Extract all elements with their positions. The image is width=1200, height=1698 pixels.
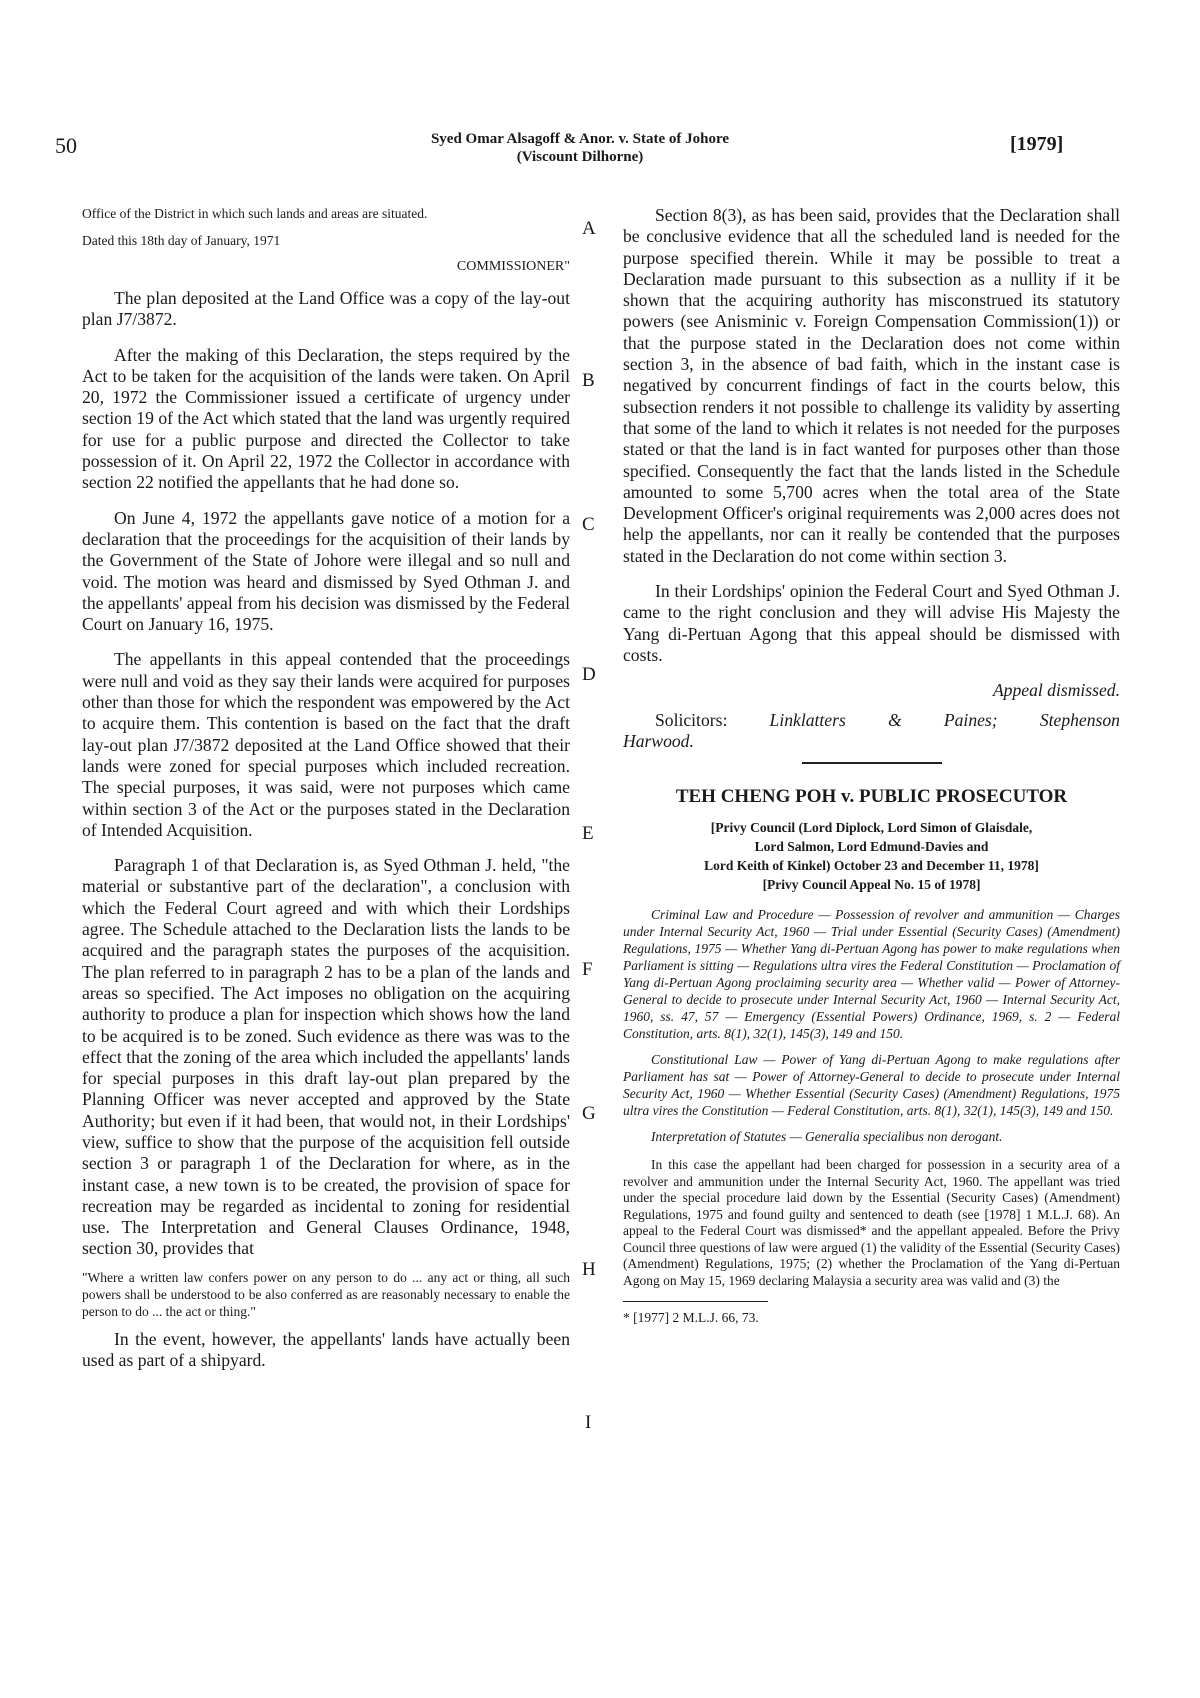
section-divider [802,762,942,764]
margin-letter-g: G [582,1103,596,1124]
solicitor-firm-4: Harwood. [623,730,694,751]
paragraph-shipyard: In the event, however, the appellants' lands have actually been used as part of a shipyard. [82,1328,570,1371]
solicitor-firm-1: Linklatters [769,709,846,730]
paragraph-declaration: Paragraph 1 of that Declaration is, as Syed Othman J. held, "the material or substantive part of the declaration", a conclusion with which the Federal Court agreed and with which their Lordships agree. The Schedule attached to the Declaration lists the lands to be acquired and the paragraph states the purposes of the acquisition. The plan referred to in paragraph 2 has to be a plan of the lands and areas so specified. The Act imposes no obligation on the acquiring authority to produce a plan for inspection which shows how the land to be acquired is to be zoned. Such evidence as there was was to the effect that the zoning of the area which included the appellants' lands for special purposes in this draft lay-out plan prepared by the Planning Officer was never accepted and approved by the State Authority; but even if it had been, that would not, in their Lordships' view, suffice to show that the purpose of the acquisition fell outside section 3 or paragraph 1 of the Declaration for where, as in the instant case, a new town is to be created, the provision of space for recreation may be regarded as incidental to zoning for residential use. The Interpretation and General Clauses Ordinance, 1948, section 30, provides that [82,855,570,1259]
margin-letter-a: A [582,218,596,239]
page-number: 50 [55,133,77,158]
paragraph-motion: On June 4, 1972 the appellants gave notice of a motion for a declaration that the proceedings for the acquisition of their lands by the Government of the State of Johore were illegal and so null and void. The motion was heard and dismissed by Syed Othman J. and the appellants' appeal from his decision was dismissed by the Federal Court on January 16, 1975. [82,507,570,635]
solicitor-ampersand: & [888,709,902,730]
bench-info [623,818,1120,894]
paragraph-contention: The appellants in this appeal contended that the proceedings were null and void as they say their lands were acquired for purposes other than those for which the respondent was empowered by the Act to acquire them. This contention is based on the fact that the draft lay-out plan J7/3872 deposited at the Land Office showed that their lands were zoned for special purposes which included recreation. The special purposes, it was said, were not purposes which came within section 3 of the Act or the purposes stated in the Declaration of Intended Acquisition. [82,649,570,840]
bench-line-1: [Privy Council (Lord Diplock, Lord Simon of Glaisdale, [710,820,1033,836]
solicitor-firm-3: Stephenson [1039,709,1120,730]
margin-letter-h: H [582,1259,596,1280]
paragraph-steps: After the making of this Declaration, the steps required by the Act to be taken for the acquisition of the lands were taken. On April 20, 1972 the Commissioner issued a certificate of urgency under section 19 of the Act which stated that the land was urgently required for use for a public purpose and directed the Collector to take possession of it. On April 22, 1972 the Collector in accordance with section 22 notified the appellants that he had done so. [82,344,570,493]
headnote-interpretation: Interpretation of Statutes — Generalia specialibus non derogant. [651,1129,1003,1145]
ordinance-quote: "Where a written law confers power on any person to do ... any act or thing, all such powers shall be understood to be also conferred as are reasonably necessary to enable the person to do ... the act or thing." [82,1269,570,1319]
solicitor-firm-2: Paines; [943,709,998,730]
solicitors-line [623,710,1120,731]
bench-line-3: Lord Keith of Kinkel) October 23 and December 11, 1978] [704,858,1039,874]
margin-letter-c: C [582,514,595,535]
paragraph-plan-deposited: The plan deposited at the Land Office was a copy of the lay-out plan J7/3872. [82,288,570,330]
margin-letter-d: D [582,664,596,685]
case-title: TEH CHENG POH v. PUBLIC PROSECUTOR [675,786,1068,808]
paragraph-section-8: Section 8(3), as has been said, provides that the Declaration shall be conclusive evidence that all the scheduled land is needed for the purpose specified therein. While it may be possible to treat a Declaration made pursuant to this subsection as a nullity if it be shown that the acquiring authority has misconstrued its statutory powers (see Anisminic v. Foreign Compensation Commission(1)) or that the purpose stated in the Declaration does not come within section 3, in the absence of bad faith, which in the instant case is negatived by concurrent findings of fact in the courts below, this subsection renders it not possible to challenge its validity by asserting that some of the land to which it relates is not needed for the purposes stated or that the land is in fact wanted for purposes other than those specified. Consequently the fact that the lands listed in the Schedule amounted to some 5,700 acres when the total area of the State Development Officer's original requirements was 2,000 acres does not help the appellants, nor can it really be contended that the purposes stated in the Declaration do not come within section 3. [623,205,1120,566]
bench-line-2: Lord Salmon, Lord Edmund-Davies and [754,839,989,855]
margin-letter-b: B [582,370,595,391]
running-subtitle: (Viscount Dilhorne) [516,149,644,165]
bench-line-4: [Privy Council Appeal No. 15 of 1978] [762,877,981,893]
paragraph-opinion: In their Lordships' opinion the Federal Court and Syed Othman J. came to the right conclusion and they will advise His Majesty the Yang di-Pertuan Agong that this appeal should be dismissed with costs. [623,581,1120,665]
footnote: * [1977] 2 M.L.J. 66, 73. [623,1310,759,1326]
footnote-divider [623,1301,768,1302]
intro-text: Office of the District in which such lands and areas are situated. [82,206,428,221]
volume-year: [1979] [1010,133,1064,155]
running-header [330,130,830,166]
running-title: Syed Omar Alsagoff & Anor. v. State of Johore [430,131,730,147]
commissioner-signature: COMMISSIONER" [456,259,570,274]
headnote-criminal-law: Criminal Law and Procedure — Possession of revolver and ammunition — Charges under Internal Security Act, 1960 — Trial under Essential (Security Cases) (Amendment) Regulations, 1975 — Whether Yang di-Pertuan Agong has power to make regulations when Parliament is sitting — Regulations ultra vires the Federal Constitution — Proclamation of Yang di-Pertuan Agong proclaiming security area — Whether valid — Power of Attorney-General to decide to prosecute under Internal Security Act, 1960 — Internal Security Act, 1960, ss. 47, 57 — Emergency (Essential Powers) Ordinance, 1969, s. 2 — Federal Constitution, arts. 8(1), 32(1), 145(3), 149 and 150. [623,907,1120,1042]
case-summary: In this case the appellant had been charged for possession in a security area of a revolver and ammunition under the Internal Security Act, 1960. The appellant was tried under the special procedure laid down by the Essential (Security Cases) (Amendment) Regulations, 1975 and found guilty and sentenced to death (see [1978] 1 M.L.J. 68). An appeal to the Federal Court was dismissed* and the appellant appealed. Before the Privy Council three questions of law were argued (1) the validity of the Essential (Security Cases) (Amendment) Regulations, 1975; (2) whether the Proclamation of the Yang di-Pertuan Agong on May 15, 1969 declaring Malaysia a security area was valid and (3) the [623,1157,1120,1288]
margin-letter-f: F [582,959,593,980]
margin-letter-i: I [585,1412,592,1433]
margin-letter-e: E [582,823,594,844]
dated-line: Dated this 18th day of January, 1971 [82,233,281,248]
headnote-constitutional-law: Constitutional Law — Power of Yang di-Pertuan Agong to make regulations after Parliament has sat — Power of Attorney-General to decide to prosecute under Internal Security Act, 1960 — Whether Essential (Security Cases) (Amendment) Regulations, 1975 ultra vires the Constitution — Federal Constitution, arts. 8(1), 32(1), 145(3), 149 and 150. [623,1052,1120,1119]
solicitors-label: Solicitors: [655,709,728,730]
right-column [623,205,1120,1326]
left-column [82,205,570,1371]
appeal-outcome: Appeal dismissed. [992,680,1120,701]
